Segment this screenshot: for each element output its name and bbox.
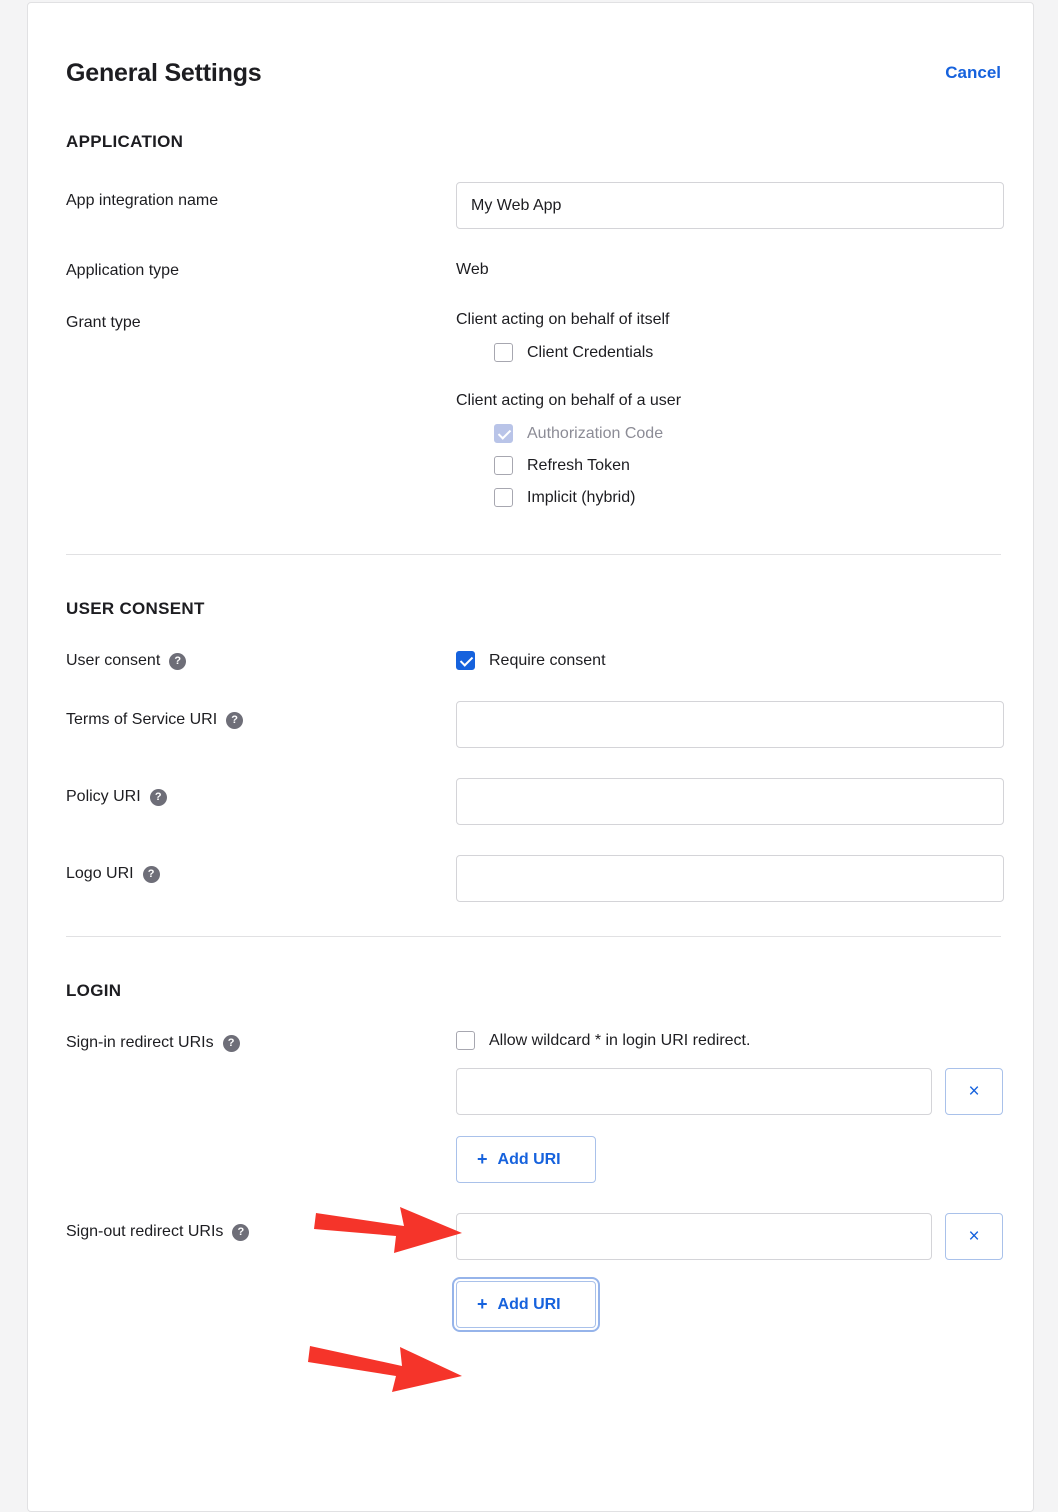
grant-option-refresh-token[interactable] bbox=[494, 456, 1001, 475]
refresh-token-label: Refresh Token bbox=[527, 456, 630, 474]
row-grant-type bbox=[66, 311, 1001, 520]
divider-application bbox=[66, 554, 1001, 555]
client-credentials-checkbox[interactable] bbox=[494, 343, 513, 362]
authorization-code-checkbox bbox=[494, 424, 513, 443]
tos-uri-field-wrap bbox=[456, 701, 1004, 748]
row-app-integration-name bbox=[66, 182, 1001, 229]
application-type-value: Web bbox=[456, 261, 489, 278]
grant-option-implicit-hybrid[interactable] bbox=[494, 488, 1001, 507]
user-consent-label-wrap bbox=[66, 649, 456, 671]
signout-redirect-label: Sign-out redirect URIs bbox=[66, 1223, 224, 1240]
allow-wildcard-checkbox[interactable] bbox=[456, 1031, 475, 1050]
policy-uri-field-wrap bbox=[456, 778, 1004, 825]
page-title: General Settings bbox=[66, 59, 262, 87]
signout-redirect-field bbox=[456, 1213, 1003, 1328]
logo-uri-input[interactable] bbox=[456, 855, 1004, 902]
implicit-hybrid-label: Implicit (hybrid) bbox=[527, 488, 636, 506]
row-user-consent bbox=[66, 649, 1001, 671]
signout-redirect-label-wrap bbox=[66, 1213, 456, 1242]
signin-redirect-label: Sign-in redirect URIs bbox=[66, 1034, 214, 1051]
policy-uri-label: Policy URI bbox=[66, 788, 141, 805]
user-consent-label: User consent bbox=[66, 652, 161, 669]
plus-icon: + bbox=[477, 1149, 488, 1169]
logo-uri-label-wrap bbox=[66, 855, 456, 884]
grant-group-user-label: Client acting on behalf of a user bbox=[456, 392, 682, 409]
signin-redirect-uri-input[interactable] bbox=[456, 1068, 932, 1115]
client-credentials-label: Client Credentials bbox=[527, 343, 654, 361]
general-settings-card bbox=[27, 2, 1034, 1512]
implicit-hybrid-checkbox[interactable] bbox=[494, 488, 513, 507]
require-consent-checkbox[interactable] bbox=[456, 651, 475, 670]
signin-uri-line bbox=[456, 1068, 1003, 1115]
help-icon[interactable]: ? bbox=[143, 866, 160, 883]
help-icon[interactable]: ? bbox=[223, 1035, 240, 1052]
app-integration-name-input[interactable] bbox=[456, 182, 1004, 229]
authorization-code-label: Authorization Code bbox=[527, 424, 664, 442]
grant-option-authorization-code[interactable] bbox=[494, 424, 1001, 443]
signin-redirect-field bbox=[456, 1031, 1003, 1183]
signout-uri-line bbox=[456, 1213, 1003, 1260]
section-title-user-consent: USER CONSENT bbox=[66, 599, 205, 618]
help-icon[interactable]: ? bbox=[226, 712, 243, 729]
tos-uri-label-wrap bbox=[66, 701, 456, 730]
row-terms-of-service-uri bbox=[66, 701, 1001, 748]
allow-wildcard-row[interactable] bbox=[456, 1031, 1003, 1050]
remove-signout-uri-button[interactable]: × bbox=[945, 1213, 1003, 1260]
help-icon[interactable]: ? bbox=[150, 789, 167, 806]
add-signin-uri-label: Add URI bbox=[497, 1150, 561, 1168]
signout-redirect-uri-input[interactable] bbox=[456, 1213, 932, 1260]
grant-type-label: Grant type bbox=[66, 314, 141, 331]
user-consent-field bbox=[456, 649, 1001, 670]
tos-uri-input[interactable] bbox=[456, 701, 1004, 748]
tos-uri-label: Terms of Service URI bbox=[66, 711, 218, 728]
help-icon[interactable]: ? bbox=[232, 1224, 249, 1241]
signin-redirect-label-wrap bbox=[66, 1031, 456, 1053]
require-consent-row[interactable] bbox=[456, 649, 1001, 670]
grant-group-self-label: Client acting on behalf of itself bbox=[456, 311, 670, 328]
row-signin-redirect-uris bbox=[66, 1031, 1001, 1183]
row-policy-uri bbox=[66, 778, 1001, 825]
policy-uri-label-wrap bbox=[66, 778, 456, 807]
application-type-label: Application type bbox=[66, 262, 179, 279]
app-integration-name-label: App integration name bbox=[66, 192, 219, 209]
add-signin-uri-button[interactable] bbox=[456, 1136, 596, 1183]
logo-uri-label: Logo URI bbox=[66, 865, 134, 882]
app-integration-name-field-wrap bbox=[456, 182, 1004, 229]
grant-option-client-credentials[interactable] bbox=[494, 343, 1001, 362]
section-title-application: APPLICATION bbox=[66, 132, 184, 151]
grant-type-options bbox=[456, 311, 1001, 520]
card-header bbox=[66, 59, 1001, 88]
policy-uri-input[interactable] bbox=[456, 778, 1004, 825]
application-type-value-wrap bbox=[456, 259, 1001, 279]
divider-user-consent bbox=[66, 936, 1001, 937]
allow-wildcard-label: Allow wildcard * in login URI redirect. bbox=[489, 1031, 751, 1049]
row-logo-uri bbox=[66, 855, 1001, 902]
section-title-login: LOGIN bbox=[66, 981, 122, 1000]
require-consent-label: Require consent bbox=[489, 651, 606, 669]
row-signout-redirect-uris bbox=[66, 1213, 1001, 1328]
logo-uri-field-wrap bbox=[456, 855, 1004, 902]
row-application-type bbox=[66, 259, 1001, 281]
refresh-token-checkbox[interactable] bbox=[494, 456, 513, 475]
add-signout-uri-button[interactable] bbox=[456, 1281, 596, 1328]
help-icon[interactable]: ? bbox=[169, 653, 186, 670]
cancel-button[interactable]: Cancel bbox=[945, 63, 1001, 82]
add-signout-uri-label: Add URI bbox=[497, 1295, 561, 1313]
plus-icon: + bbox=[477, 1294, 488, 1314]
remove-signin-uri-button[interactable]: × bbox=[945, 1068, 1003, 1115]
